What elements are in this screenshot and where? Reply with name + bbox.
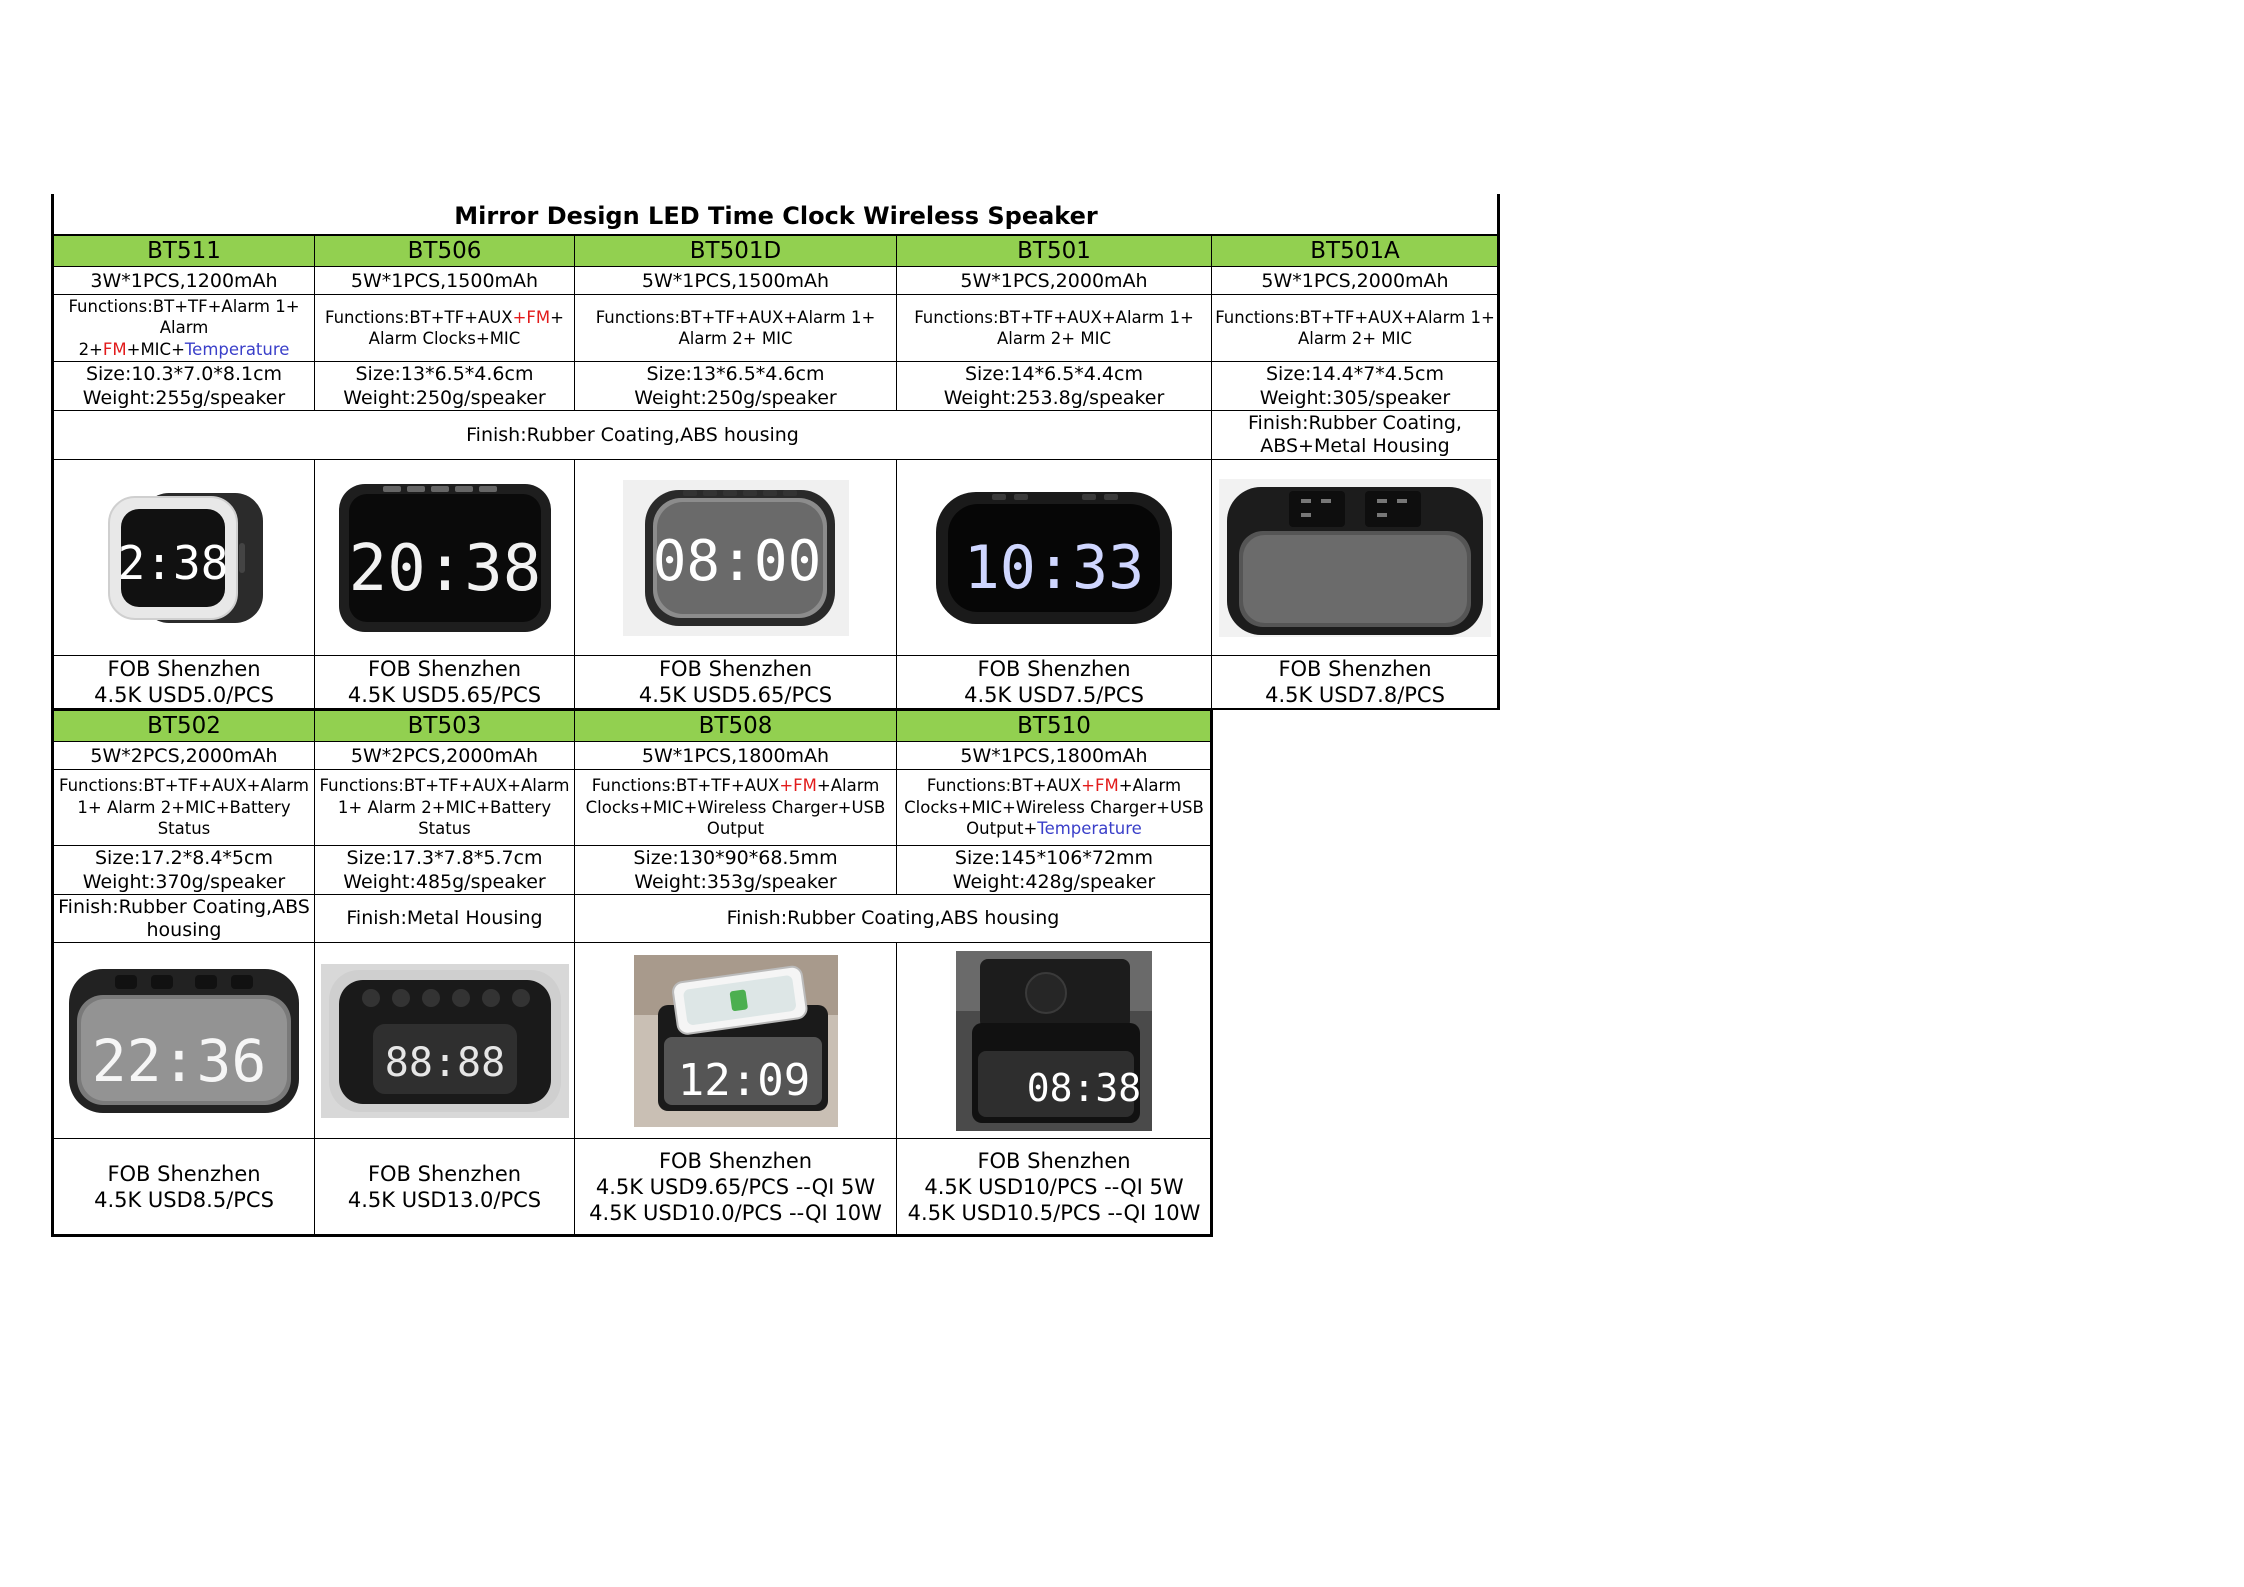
finish-bt502: [54, 895, 314, 942]
functions-text: Functions:BT+TF+AUX+Alarm 1+: [914, 307, 1194, 327]
functions-text: Functions:BT+AUX: [926, 776, 1082, 796]
functions-bt510: [897, 770, 1211, 845]
model-header-bt501d: BT501D: [575, 236, 896, 266]
fob-text: FOB Shenzhen: [367, 657, 522, 681]
size-bt501: [897, 362, 1211, 410]
finish-text: housing: [146, 918, 222, 941]
fob-text: FOB Shenzhen: [107, 657, 261, 681]
size-text: Size:17.2*8.4*5cm: [95, 847, 273, 869]
temperature-label: Temperature: [184, 339, 290, 359]
fob-text: FOB Shenzhen: [1278, 657, 1432, 681]
size-bt508: [575, 846, 896, 894]
grid-line: [51, 1138, 1212, 1139]
functions-text: Alarm Clocks+MIC: [368, 329, 521, 348]
clock-display-text: 10:33: [963, 532, 1145, 603]
fob-text: FOB Shenzhen: [367, 1161, 522, 1186]
product-image-bt501a: [1212, 460, 1498, 655]
spec-bt503: 5W*2PCS,2000mAh: [350, 744, 539, 767]
finish-row1-shared: Finish:Rubber Coating,ABS housing: [466, 423, 799, 446]
functions-bt502: [54, 770, 314, 845]
grid-line: [51, 361, 1500, 362]
price-text: 4.5K USD7.8/PCS: [1265, 683, 1445, 707]
fob-text: FOB Shenzhen: [107, 1161, 261, 1186]
functions-text: Alarm 2+ MIC: [996, 329, 1111, 348]
clock-display-text: 08:38: [1026, 1065, 1142, 1110]
model-header-bt508: BT508: [575, 711, 896, 741]
grid-line: [314, 236, 315, 411]
price-bt501: [897, 656, 1211, 708]
functions-text: Functions:BT+TF+AUX+Alarm: [319, 776, 570, 796]
finish-bt501a: [1212, 411, 1498, 459]
price-text: 4.5K USD10/PCS --QI 5W: [924, 1174, 1184, 1199]
functions-text: Functions:BT+TF+AUX+Alarm 1+: [595, 307, 876, 327]
model-header-bt510: BT510: [897, 711, 1211, 741]
grid-line: [896, 710, 897, 895]
clock-display-text: 2:38: [117, 535, 229, 590]
weight-text: Weight:353g/speaker: [634, 871, 837, 893]
fob-text: FOB Shenzhen: [658, 1148, 813, 1173]
functions-text: 1+ Alarm 2+MIC+Battery: [337, 797, 552, 817]
grid-line: [51, 894, 1212, 895]
price-bt508: [575, 1139, 896, 1234]
grid-line: [1211, 236, 1212, 710]
grid-line: [51, 845, 1212, 846]
temperature-label: Temperature: [1037, 819, 1142, 839]
functions-bt503: [315, 770, 574, 845]
grid-line: [51, 410, 1500, 411]
clock-display-text: 08:00: [652, 528, 821, 594]
model-header-bt501a: BT501A: [1212, 236, 1498, 266]
price-text: 4.5K USD8.5/PCS: [94, 1187, 274, 1212]
model-header-bt511: BT511: [54, 236, 314, 266]
functions-text: Output: [706, 819, 765, 839]
weight-text: Weight:250g/speaker: [343, 387, 546, 409]
grid-line: [51, 234, 1500, 236]
finish-bt503: Finish:Metal Housing: [346, 907, 543, 929]
grid-line: [896, 236, 897, 411]
model-header-bt506: BT506: [315, 236, 574, 266]
grid-line: [51, 459, 1500, 460]
weight-text: Weight:428g/speaker: [952, 871, 1156, 893]
functions-text: +Alarm: [816, 776, 880, 796]
weight-text: Weight:305/speaker: [1259, 387, 1451, 409]
spec-bt511: 3W*1PCS,1200mAh: [90, 269, 278, 292]
size-text: Size:130*90*68.5mm: [633, 847, 838, 869]
clock-display-text: 22:36: [91, 1026, 267, 1095]
clock-display-text: 12:09: [677, 1054, 810, 1106]
price-bt510: [897, 1139, 1211, 1234]
model-header-bt502: BT502: [54, 711, 314, 741]
price-bt501d: [575, 656, 896, 708]
grid-line: [1497, 194, 1500, 710]
functions-text: Output+: [966, 819, 1038, 839]
product-image-bt510: [897, 943, 1211, 1138]
grid-line: [314, 710, 315, 1236]
size-bt502: [54, 846, 314, 894]
size-text: Size:14.4*7*4.5cm: [1266, 363, 1444, 385]
finish-text: Finish:Rubber Coating,: [1248, 412, 1462, 434]
product-image-bt502: [54, 943, 314, 1138]
grid-line: [1211, 708, 1500, 710]
size-text: Size:13*6.5*4.6cm: [646, 363, 825, 385]
fm-label: +FM: [512, 307, 551, 327]
finish-text: ABS+Metal Housing: [1260, 435, 1450, 457]
fm-label: +FM: [779, 776, 817, 796]
price-text: 4.5K USD10.0/PCS --QI 10W: [589, 1200, 882, 1225]
functions-text: Functions:BT+TF+Alarm 1+ Alarm: [68, 296, 300, 338]
functions-bt501a: [1212, 295, 1498, 361]
size-text: Size:10.3*7.0*8.1cm: [85, 363, 283, 385]
size-bt503: [315, 846, 574, 894]
size-bt501d: [575, 362, 896, 410]
size-text: Size:17.3*7.8*5.7cm: [346, 847, 543, 869]
functions-text: Functions:BT+TF+AUX+Alarm: [59, 776, 309, 796]
grid-line: [574, 236, 575, 411]
product-image-bt511: [54, 460, 314, 655]
finish-row2-shared: Finish:Rubber Coating,ABS housing: [726, 907, 1060, 929]
product-image-bt508: [575, 943, 896, 1138]
sheet-title: Mirror Design LED Time Clock Wireless Speaker: [454, 202, 1098, 230]
grid-line: [574, 710, 575, 1236]
functions-text: Functions:BT+TF+AUX: [324, 307, 513, 327]
spec-bt501a: 5W*1PCS,2000mAh: [1261, 269, 1449, 292]
functions-text: Functions:BT+TF+AUX+Alarm 1+: [1215, 307, 1495, 327]
size-bt506: [315, 362, 574, 410]
grid-line: [574, 459, 575, 710]
size-bt501a: [1212, 362, 1498, 410]
product-image-bt506: [315, 460, 574, 655]
functions-text: +Alarm: [1118, 776, 1182, 796]
grid-line: [51, 194, 54, 1236]
product-image-bt501: [897, 460, 1211, 655]
fob-text: FOB Shenzhen: [658, 657, 813, 681]
functions-text: Status: [157, 819, 211, 839]
functions-text: 2+: [78, 339, 103, 359]
fm-label: FM: [102, 339, 127, 359]
size-text: Size:13*6.5*4.6cm: [355, 363, 534, 385]
size-text: Size:14*6.5*4.4cm: [965, 363, 1143, 385]
fm-label: +FM: [1081, 776, 1119, 796]
functions-text: +MIC+: [126, 339, 185, 359]
weight-text: Weight:370g/speaker: [82, 871, 286, 893]
weight-text: Weight:485g/speaker: [343, 871, 546, 893]
model-header-bt501: BT501: [897, 236, 1211, 266]
grid-line: [896, 459, 897, 710]
functions-text: Functions:BT+TF+AUX: [591, 776, 780, 796]
grid-line: [51, 266, 1500, 267]
functions-text: Clocks+MIC+Wireless Charger+USB: [585, 797, 886, 817]
functions-text: Alarm 2+ MIC: [1297, 329, 1412, 348]
grid-line: [51, 769, 1212, 770]
spec-bt510: 5W*1PCS,1800mAh: [960, 744, 1148, 767]
fob-text: FOB Shenzhen: [977, 657, 1131, 681]
weight-text: Weight:250g/speaker: [634, 387, 837, 409]
price-text: 4.5K USD9.65/PCS --QI 5W: [595, 1174, 876, 1199]
size-bt510: [897, 846, 1211, 894]
size-bt511: [54, 362, 314, 410]
grid-line: [51, 655, 1500, 656]
functions-bt506: [315, 295, 574, 361]
fob-text: FOB Shenzhen: [977, 1148, 1131, 1173]
spec-bt506: 5W*1PCS,1500mAh: [350, 269, 539, 292]
functions-text: Clocks+MIC+Wireless Charger+USB: [904, 797, 1204, 817]
price-bt502: [54, 1139, 314, 1234]
spec-bt501: 5W*1PCS,2000mAh: [960, 269, 1148, 292]
price-text: 4.5K USD10.5/PCS --QI 10W: [907, 1200, 1201, 1225]
functions-text: Alarm 2+ MIC: [678, 329, 793, 348]
functions-bt501: [897, 295, 1211, 361]
functions-text: Status: [418, 819, 471, 839]
grid-line: [51, 708, 1213, 711]
price-bt506: [315, 656, 574, 708]
product-image-bt503: [315, 943, 574, 1138]
functions-text: 1+ Alarm 2+MIC+Battery: [77, 797, 291, 817]
grid-line: [51, 1234, 1213, 1237]
price-bt511: [54, 656, 314, 708]
functions-text: +: [550, 307, 564, 327]
clock-display-text: 20:38: [348, 531, 541, 606]
functions-bt508: [575, 770, 896, 845]
weight-text: Weight:255g/speaker: [82, 387, 286, 409]
grid-line: [896, 942, 897, 1236]
model-header-bt503: BT503: [315, 711, 574, 741]
spec-bt508: 5W*1PCS,1800mAh: [641, 744, 830, 767]
product-image-bt501d: [575, 460, 896, 655]
price-text: 4.5K USD13.0/PCS: [347, 1187, 542, 1212]
grid-line: [51, 942, 1212, 943]
spec-bt501d: 5W*1PCS,1500mAh: [641, 269, 830, 292]
price-text: 4.5K USD5.65/PCS: [638, 683, 833, 707]
grid-line: [314, 459, 315, 710]
size-text: Size:145*106*72mm: [954, 847, 1154, 869]
functions-bt501d: [575, 295, 896, 361]
clock-display-text: 88:88: [384, 1039, 505, 1086]
price-text: 4.5K USD7.5/PCS: [964, 683, 1144, 707]
finish-text: Finish:Rubber Coating,ABS: [58, 895, 310, 918]
price-bt501a: [1212, 656, 1498, 708]
grid-line: [1210, 710, 1213, 1236]
grid-line: [51, 741, 1212, 742]
price-bt503: [315, 1139, 574, 1234]
grid-line: [51, 294, 1500, 295]
price-text: 4.5K USD5.65/PCS: [347, 683, 542, 707]
spec-bt502: 5W*2PCS,2000mAh: [90, 744, 278, 767]
functions-bt511: [54, 295, 314, 361]
weight-text: Weight:253.8g/speaker: [943, 387, 1165, 409]
price-text: 4.5K USD5.0/PCS: [94, 683, 274, 707]
